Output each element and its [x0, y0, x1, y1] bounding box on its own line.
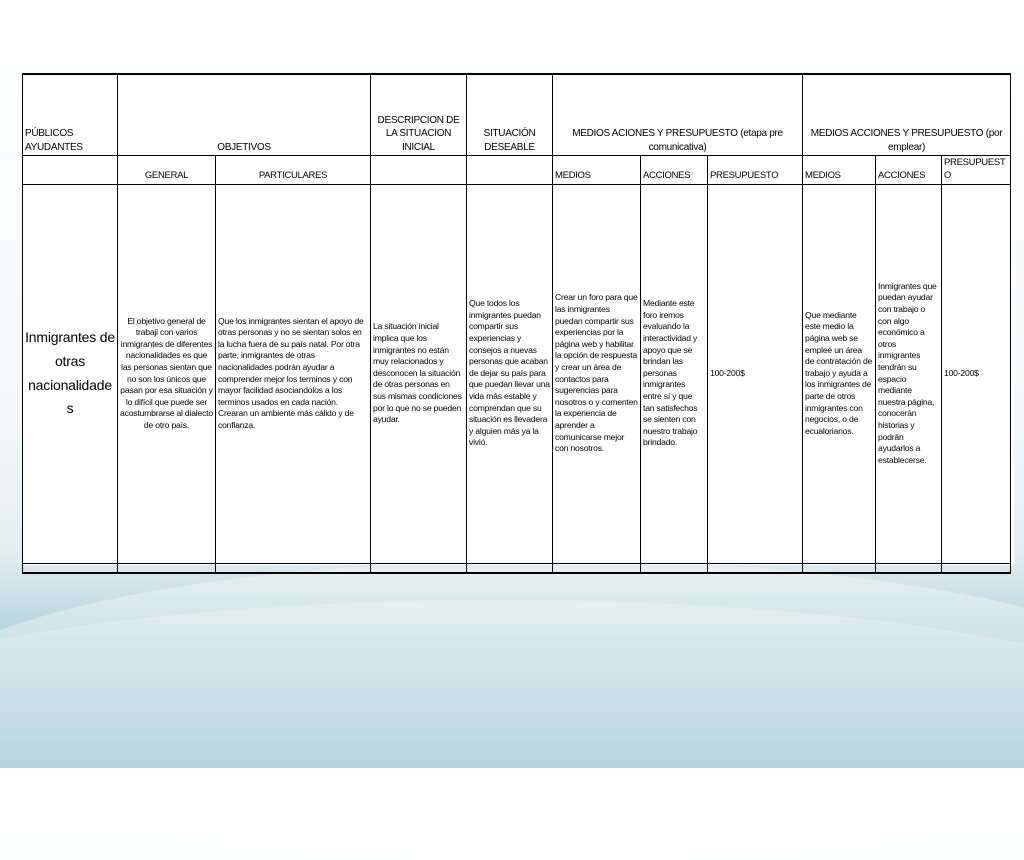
- subheader-empty: [467, 156, 553, 185]
- tail-cell: [708, 563, 803, 573]
- header-situacion: SITUACIÓN DESEABLE: [467, 74, 553, 156]
- cell-medios: Crear un foro para que las inmigrantes puedan compartir sus experiencias por la página web y habilitar la opción de respuesta y crear un área de contactos para sugerencias para nosotros o y comenten la experiencia de aprender a comunicarse mejor con nosotros.: [553, 184, 641, 563]
- subheader-medios-2: MEDIOS: [803, 156, 876, 185]
- header-descripcion: DESCRIPCION DE LA SITUACION INICIAL: [371, 74, 467, 156]
- header-medios-pre: MEDIOS ACIONES Y PRESUPUESTO (etapa pre comunicativa): [553, 74, 803, 156]
- cell-acciones: Mediante este foro iremos evaluando la interactividad y apoyo que se brindan las personas inmigrantes entre sí y que tan satisfechos se sienten con nuestro trabajo brindado.: [641, 184, 708, 563]
- slide-table-image: [22, 73, 1014, 565]
- tail-cell: [942, 563, 1011, 573]
- subheader-presupuesto-2: PRESUPUESTO: [942, 156, 1011, 185]
- cell-medios-2: Que mediante este medio la página web se empleé un área de contratación de trabajo y ayuda a los inmigrantes de parte de otros inmigrantes con negocios, o de ecualorianos.: [803, 184, 876, 563]
- header-row: [23, 74, 1011, 156]
- subheader-medios: MEDIOS: [553, 156, 641, 185]
- cell-publico: Inmigrantes de otras nacionalidades: [23, 184, 118, 563]
- cell-particulares: Que los inmigrantes sientan el apoyo de otras personas y no se sientan solos en la lucha fuera de su país natal. Por otra parte, inmigrantes de otras nacionalidades podrán ayudar a comprender mejor los terminos y con mayor facilidad asociandolos a los terminos usados en cada nación. Crearan un ambiente más cálido y de confianza.: [216, 184, 371, 563]
- subheader-particulares: PARTICULARES: [216, 156, 371, 185]
- communication-plan-table: [22, 73, 1011, 574]
- cell-descripcion: La situación inicial implica que los inmigrantes no están muy relacionados y desconocen la situación de otras personas en sus mismas condiciones por lo que no se pueden ayudar.: [371, 184, 467, 563]
- tail-cell: [467, 563, 553, 573]
- cell-presupuesto: 100-200$: [708, 184, 803, 563]
- subheader-empty: [23, 156, 118, 185]
- subheader-presupuesto: PRESUPUESTO: [708, 156, 803, 185]
- subheader-general: GENERAL: [118, 156, 216, 185]
- tail-cell: [216, 563, 371, 573]
- tail-cell: [641, 563, 708, 573]
- subheader-acciones: ACCIONES: [641, 156, 708, 185]
- background-wave-2: [0, 600, 1024, 860]
- header-objetivos: OBJETIVOS: [118, 74, 371, 156]
- tail-cell: [118, 563, 216, 573]
- table-row: [23, 184, 1011, 563]
- cell-situacion: Que todos los inmigrantes puedan compartir sus experiencias y consejos a nuevas personas que acaban de dejar su país para que puedan llevar una vida más estable y comprendan que su situación es llevadera y alguien más ya la vivió.: [467, 184, 553, 563]
- tail-cell: [371, 563, 467, 573]
- subheader-empty: [371, 156, 467, 185]
- tail-cell: [803, 563, 876, 573]
- trailing-row: [23, 563, 1011, 573]
- tail-cell: [23, 563, 118, 573]
- tail-cell: [553, 563, 641, 573]
- subheader-row: [23, 156, 1011, 185]
- cell-general: El objetivo general de trabaji con varios inmigrantes de diferentes nacionalidades es que las personas sientan que no son los únicos que pasan por esa situación y lo difícil que puede ser acostumbrarse al dialecto de otro país.: [118, 184, 216, 563]
- header-publicos: PÚBLICOS AYUDANTES: [23, 74, 118, 156]
- header-medios-emp: MEDIOS ACCIONES Y PRESUPUESTO (por emplear): [803, 74, 1011, 156]
- cell-presupuesto-2: 100-200$: [942, 184, 1011, 563]
- subheader-acciones-2: ACCIONES: [876, 156, 942, 185]
- cell-acciones-2: Inmigrantes que puedan ayudar con trabajo o con algo económico a otros inmigrantes tendrán su espacio mediante nuestra página, conocerán historias y podrán ayudarlos a establecerse.: [876, 184, 942, 563]
- tail-cell: [876, 563, 942, 573]
